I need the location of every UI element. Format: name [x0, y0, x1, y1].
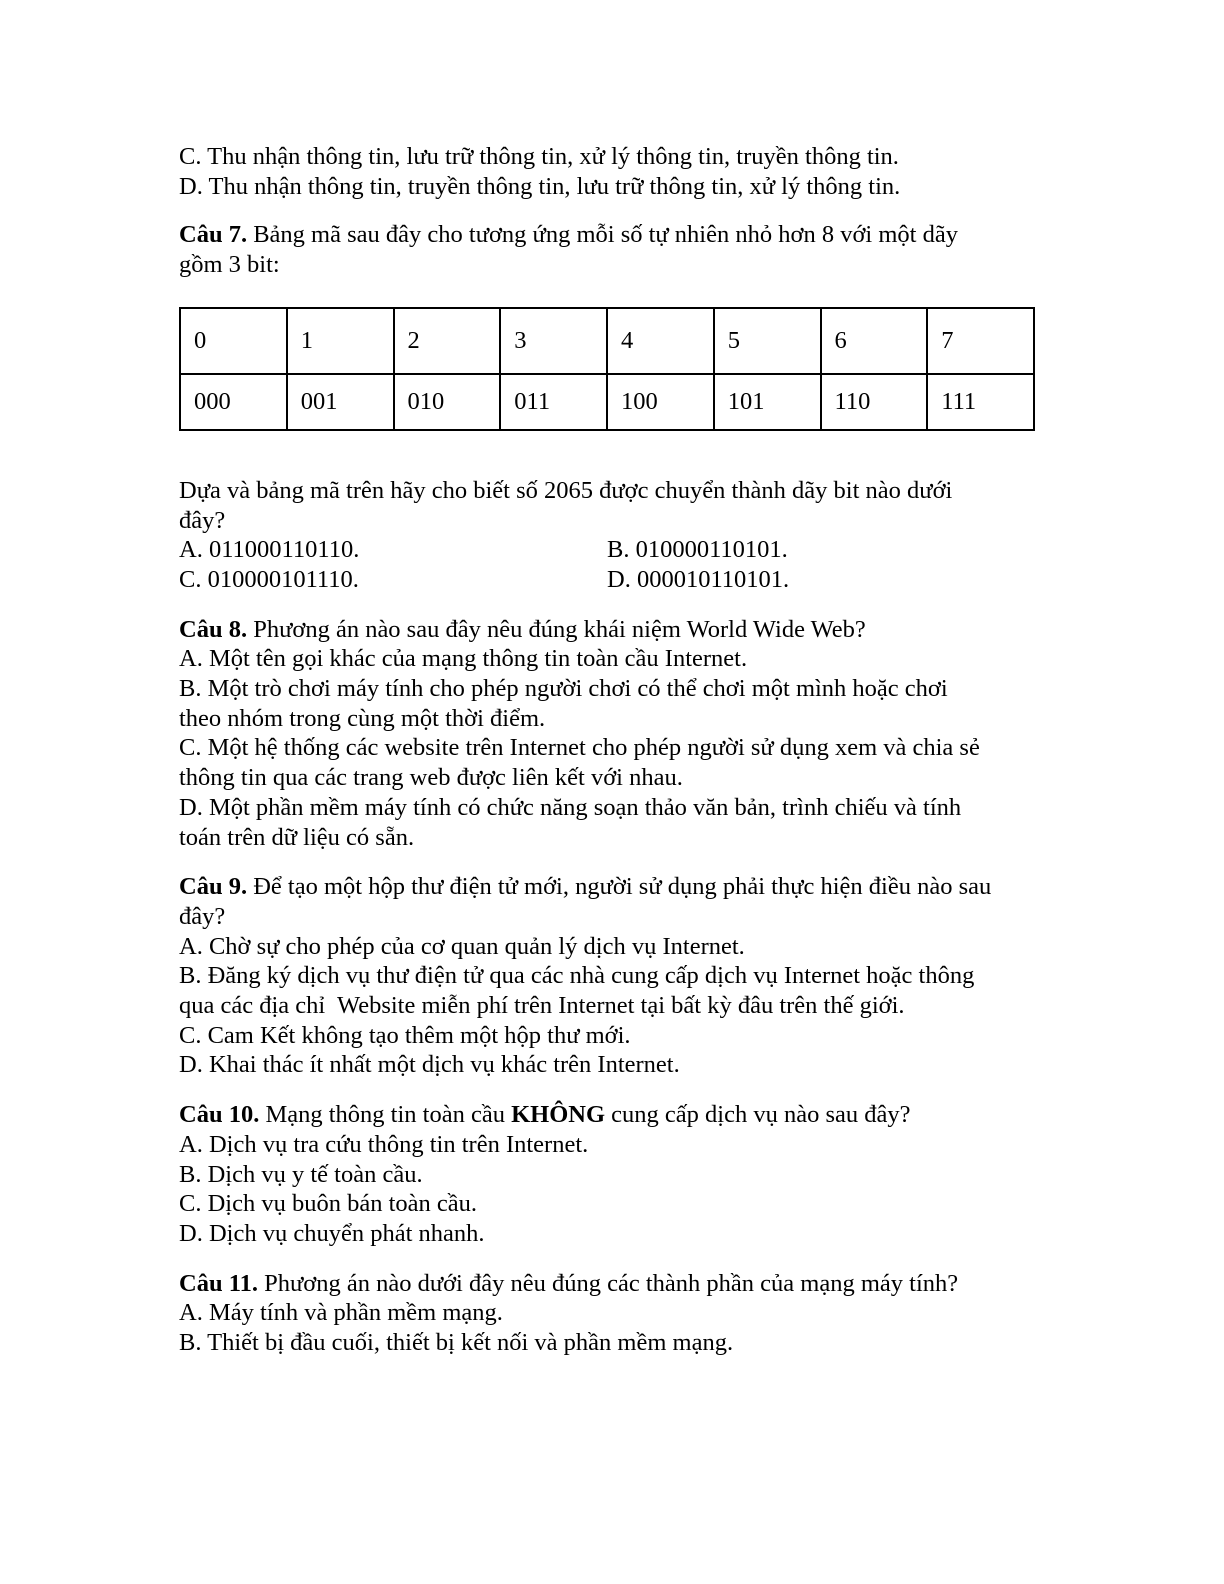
q10-stem-emphasis: KHÔNG [511, 1101, 606, 1129]
q9-option-a: A. Chờ sự cho phép của cơ quan quản lý dịch vụ Internet. [179, 932, 745, 960]
table-cell: 101 [714, 374, 821, 430]
q8-option-b-line1: B. Một trò chơi máy tính cho phép người chơi có thể chơi một mình hoặc chơi [179, 675, 948, 703]
q11-stem [179, 1269, 1039, 1299]
table-cell: 6 [821, 308, 928, 374]
q9-option-d: D. Khai thác ít nhất một dịch vụ khác trên Internet. [179, 1051, 680, 1079]
table-cell: 010 [394, 374, 501, 430]
table-cell: 5 [714, 308, 821, 374]
q11-stem-text: Phương án nào dưới đây nêu đúng các thành phần của mạng máy tính? [257, 1269, 959, 1297]
q7-follow-line2: đây? [179, 506, 226, 534]
q8-option-d-line2: toán trên dữ liệu có sẵn. [179, 823, 415, 851]
q10-option-d: D. Dịch vụ chuyển phát nhanh. [179, 1219, 485, 1247]
table-cell: 110 [821, 374, 928, 430]
q8-option-c-line2: thông tin qua các trang web được liên kết với nhau. [179, 764, 683, 792]
q7-stem [179, 220, 1039, 250]
q10-stem-post: cung cấp dịch vụ nào sau đây? [605, 1101, 911, 1129]
table-cell: 4 [607, 308, 714, 374]
q7-stem-line1: Bảng mã sau đây cho tương ứng mỗi số tự nhiên nhỏ hơn 8 với một dãy [247, 221, 958, 249]
q7-follow-line1: Dựa và bảng mã trên hãy cho biết số 2065 được chuyển thành dãy bit nào dưới [179, 476, 953, 504]
q7-option-c: C. 010000101110. [179, 565, 359, 593]
q10-option-c: C. Dịch vụ buôn bán toàn cầu. [179, 1190, 478, 1218]
q11-label: Câu 11. [179, 1269, 258, 1297]
q8-option-d-line1: D. Một phần mềm máy tính có chức năng soạn thảo văn bản, trình chiếu và tính [179, 793, 962, 821]
table-row-codes [180, 374, 1034, 430]
q9-label: Câu 9. [179, 873, 248, 901]
q7-options-row1 [179, 535, 1039, 565]
q10-option-a: A. Dịch vụ tra cứu thông tin trên Internet. [179, 1130, 589, 1158]
q8-option-c-line1: C. Một hệ thống các website trên Internet cho phép người sử dụng xem và chia sẻ [179, 734, 980, 762]
document-page [179, 142, 1039, 1358]
table-cell: 2 [394, 308, 501, 374]
q9-stem [179, 872, 1039, 902]
q11-option-b: B. Thiết bị đầu cuối, thiết bị kết nối và phần mềm mạng. [179, 1329, 734, 1357]
q10-stem [179, 1100, 1039, 1130]
q9-stem-line2: đây? [179, 902, 226, 930]
q7-option-a: A. 011000110110. [179, 536, 360, 564]
table-cell: 7 [927, 308, 1034, 374]
table-row-digits [180, 308, 1034, 374]
q7-label: Câu 7. [179, 221, 248, 249]
q8-stem-text: Phương án nào sau đây nêu đúng khái niệm World Wide Web? [247, 615, 866, 643]
prev-option-c: C. Thu nhận thông tin, lưu trữ thông tin, xử lý thông tin, truyền thông tin. [179, 143, 899, 170]
q7-stem-line2: gồm 3 bit: [179, 251, 280, 279]
q7-options-row2 [179, 565, 1039, 595]
q8-stem [179, 615, 1039, 645]
q7-option-b: B. 010000110101. [607, 536, 788, 564]
q9-option-c: C. Cam Kết không tạo thêm một hộp thư mới. [179, 1021, 631, 1049]
table-cell: 001 [287, 374, 394, 430]
table-cell: 111 [927, 374, 1034, 430]
table-cell: 1 [287, 308, 394, 374]
q8-label: Câu 8. [179, 615, 248, 643]
q7-option-d: D. 000010110101. [607, 565, 790, 593]
q10-option-b: B. Dịch vụ y tế toàn cầu. [179, 1160, 423, 1188]
q9-option-b-line1: B. Đăng ký dịch vụ thư điện tử qua các nhà cung cấp dịch vụ Internet hoặc thông [179, 962, 975, 990]
q10-stem-pre: Mạng thông tin toàn cầu [259, 1101, 512, 1129]
q9-stem-line1: Để tạo một hộp thư điện tử mới, người sử dụng phải thực hiện điều nào sau [247, 873, 992, 901]
table-cell: 100 [607, 374, 714, 430]
prev-option-d: D. Thu nhận thông tin, truyền thông tin, lưu trữ thông tin, xử lý thông tin. [179, 172, 901, 200]
table-cell: 011 [500, 374, 607, 430]
q8-option-a: A. Một tên gọi khác của mạng thông tin toàn cầu Internet. [179, 645, 748, 673]
q8-option-b-line2: theo nhóm trong cùng một thời điểm. [179, 704, 546, 732]
table-cell: 000 [180, 374, 287, 430]
q11-option-a: A. Máy tính và phần mềm mạng. [179, 1299, 503, 1327]
bit-code-table [179, 307, 1035, 431]
table-cell: 0 [180, 308, 287, 374]
table-cell: 3 [500, 308, 607, 374]
q9-option-b-line2: qua các địa chỉ Website miễn phí trên Internet tại bất kỳ đâu trên thế giới. [179, 992, 905, 1020]
q10-label: Câu 10. [179, 1101, 260, 1129]
